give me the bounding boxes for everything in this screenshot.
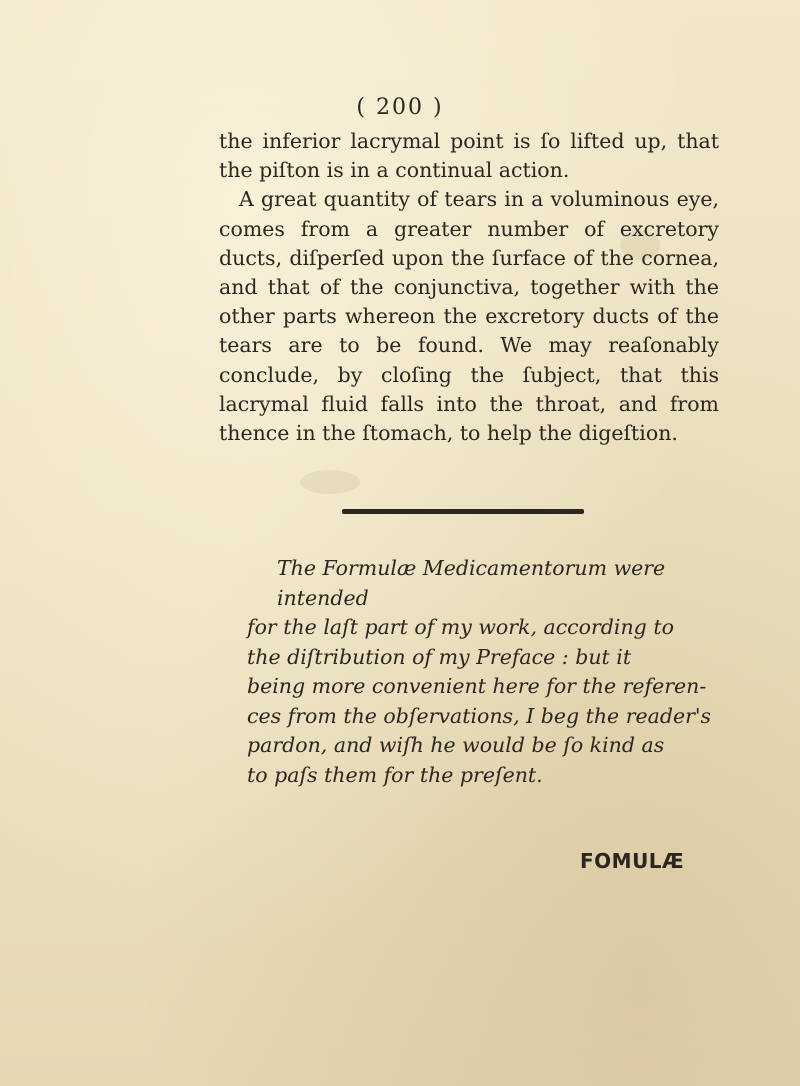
note-line: to paſs them for the preſent.: [247, 762, 543, 787]
catchword: FOMULÆ: [580, 849, 685, 873]
note-line: pardon, and wiſh he would be ſo kind as: [247, 733, 665, 757]
note-line: for the laſt part of my work, according to: [247, 615, 674, 639]
paper-stain: [300, 470, 360, 494]
section-divider: [342, 509, 584, 514]
note-line: ces from the obſervations, I beg the reader's: [247, 703, 712, 728]
paragraph: A great quantity of tears in a voluminous eye, comes from a greater number of excretory ducts, diſperſed upon the ſurface of the cornea, and that of the conjunctiva, together with the other parts whereon the excretory ducts of the tears are to be found. We may reaſonably conclude, by cloſing the ſubject, that this lacrymal fluid falls into the throat, and from thence in the ſtomach, to help the digeſtion.: [219, 187, 719, 446]
paragraph: the inferior lacrymal point is ſo lifted up, that the piſton is in a continual action.: [219, 129, 719, 183]
note-line: the diſtribution of my Preface : but it: [247, 644, 632, 669]
editor-note: [215, 554, 723, 790]
note-line: The Formulæ Medicamentorum were intended: [277, 556, 666, 610]
note-line: being more convenient here for the referen-: [247, 674, 707, 698]
main-text: [219, 127, 719, 448]
page-number: ( 200 ): [356, 95, 444, 120]
